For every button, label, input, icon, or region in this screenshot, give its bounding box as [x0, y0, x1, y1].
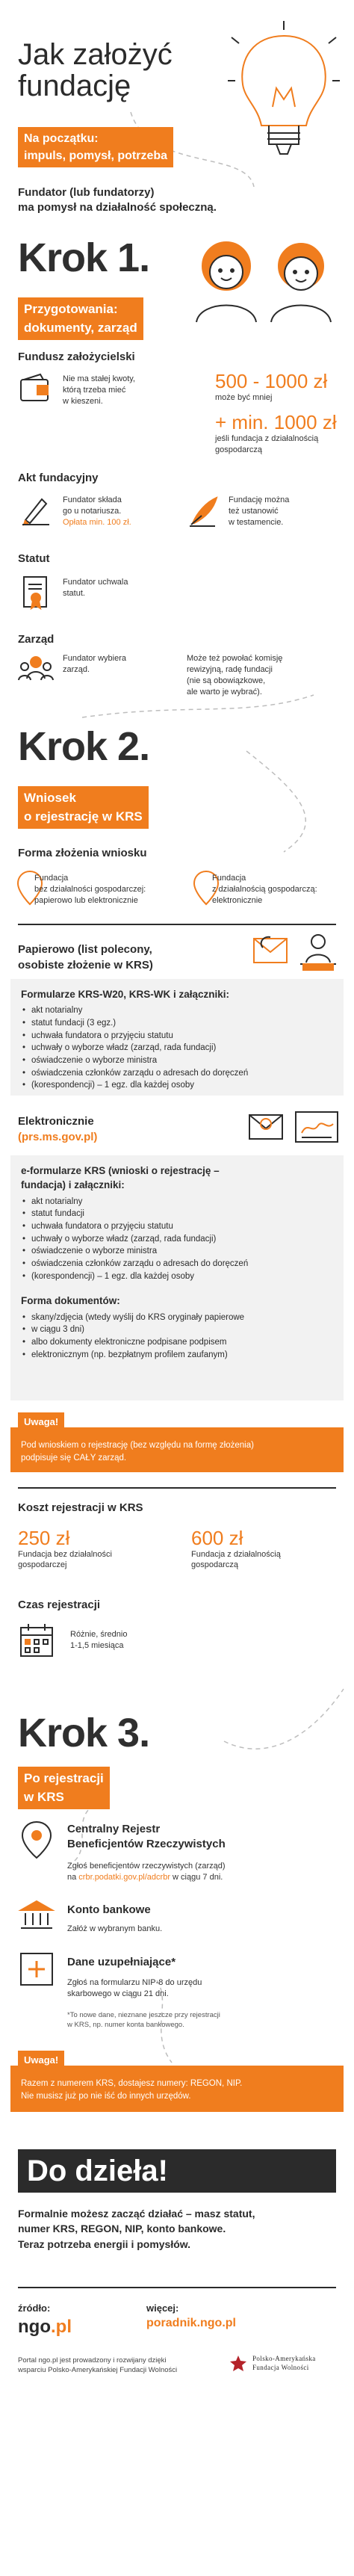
- warning-label-2: Uwaga!: [18, 2051, 64, 2071]
- list-item: • statut fundacji: [21, 1208, 333, 1220]
- elec-link[interactable]: (prs.ms.gov.pl): [18, 1131, 98, 1143]
- eagle-logo-icon: [229, 2354, 248, 2373]
- cost-1-note-line-1: Fundacja bez działalności: [18, 1549, 112, 1559]
- zarzad-text: [63, 653, 126, 676]
- partner-line-2: Fundacja Wolności: [252, 2364, 309, 2371]
- time-line-2: 1-1,5 miesiąca: [70, 1640, 124, 1650]
- credit-line-1: Portal ngo.pl jest prowadzony i rozwijany dzięki: [18, 2356, 167, 2365]
- list-item: • oświadczenie o wyborze ministra: [21, 1054, 333, 1067]
- cost-2-amount: 600 zł: [191, 1527, 243, 1549]
- founder-line-1: Fundator (lub fundatorzy): [18, 186, 155, 199]
- list-item: • statut fundacji (3 egz.): [21, 1017, 333, 1030]
- list-item: [21, 1270, 333, 1283]
- amount-2-note-line-1: jeśli fundacja z działalnością: [215, 434, 319, 444]
- partner-line-1: Polsko-Amerykańska: [252, 2355, 316, 2363]
- time-text: [70, 1629, 127, 1652]
- more-label: więcej:: [146, 2302, 179, 2314]
- akt-will-line-3: w testamencie.: [229, 517, 284, 527]
- warning-2-line-1: Razem z numerem KRS, dostajesz numery: REGON, NIP.: [21, 2079, 243, 2088]
- start-tag: [18, 127, 173, 167]
- footer-credit: [18, 2356, 177, 2376]
- list-item: • uchwała fundatora o przyjęciu statutu: [21, 1220, 333, 1233]
- statute-icon: [19, 574, 52, 611]
- zarzad-note-line-4: ale warto je wybrać).: [187, 687, 262, 696]
- dane-note-line-1: *To nowe dane, nieznane jeszcze przy rejestracji: [67, 2011, 220, 2019]
- cost-2-note-line-2: gospodarczą: [191, 1560, 238, 1570]
- forma-right-line-2: z działalnością gospodarczą:: [212, 884, 317, 894]
- warning-line-1: Pod wnioskiem o rejestrację (bez względu na formę złożenia): [21, 1441, 254, 1450]
- zarzad-title: Zarząd: [18, 633, 55, 646]
- warning-line-2: podpisuje się CAŁY zarząd.: [21, 1453, 127, 1462]
- akt-fee: Opłata min. 100 zł.: [63, 517, 131, 527]
- step-2-tag-line-2: o rejestrację w KRS: [24, 809, 143, 824]
- pen-icon: [19, 493, 52, 526]
- crbr-link[interactable]: crbr.podatki.gov.pl/adcrbr: [78, 1872, 170, 1882]
- fund-text-line-2: którą trzeba mieć: [63, 385, 126, 395]
- cost-1-note-line-2: gospodarczej: [18, 1560, 67, 1570]
- akt-text-line-1: Fundator składa: [63, 495, 122, 504]
- zarzad-note: [187, 653, 282, 697]
- divider: [18, 924, 336, 925]
- step-2-tag-line-1: Wniosek: [24, 791, 76, 805]
- dane-title: Dane uzupełniające*: [67, 1956, 176, 1968]
- forma-left-line-1: Fundacja: [34, 874, 69, 883]
- people-group-icon: [18, 652, 54, 685]
- forma-left: [34, 873, 146, 906]
- akt-text-line-2: go u notariusza.: [63, 506, 122, 516]
- footer-more: [146, 2302, 236, 2331]
- lightbulb-icon: [224, 21, 344, 163]
- cost-1-amount: 250 zł: [18, 1527, 70, 1549]
- forma-left-line-3: papierowo lub elektronicznie: [34, 895, 138, 905]
- list-item: [21, 1349, 333, 1362]
- elec-title-text: Elektronicznie: [18, 1115, 94, 1128]
- crbr-text-line-2: [67, 1872, 226, 1883]
- title-line-1: Jak założyć: [18, 38, 173, 71]
- list-item-continuation: elektronicznym (np. bezpłatnym profilem zaufanym): [31, 1350, 228, 1359]
- wallet-icon: [18, 372, 52, 407]
- fund-amounts: [215, 371, 337, 456]
- step-3-tag-line-2: w KRS: [24, 1789, 64, 1804]
- list-item-continuation: (korespondencji) – 1 egz. dla każdej osoby: [31, 1271, 194, 1281]
- zarzad-note-line-1: Może też powołać komisję: [187, 654, 283, 663]
- amount-1: 500 - 1000 zł: [215, 370, 328, 392]
- list-item: • uchwały o wyborze władz (zarząd, rada fundacji): [21, 1042, 333, 1054]
- divider: [18, 2287, 336, 2288]
- ngo-logo-suffix: .pl: [50, 2316, 72, 2337]
- zarzad-note-line-3: (nie są obowiązkowe,: [187, 676, 266, 685]
- amount-2-note-line-2: gospodarczą: [215, 445, 262, 454]
- fund-text-line-3: w kieszeni.: [63, 396, 103, 406]
- zarzad-text-line-1: Fundator wybiera: [63, 654, 126, 663]
- partner-name: [252, 2355, 316, 2372]
- title-line-2: fundację: [18, 70, 131, 102]
- partner-logo: [229, 2354, 316, 2373]
- plus-icon: [18, 1950, 55, 1988]
- quill-icon: [187, 493, 221, 528]
- more-link[interactable]: poradnik.ngo.pl: [146, 2316, 236, 2329]
- forma-title: Forma złożenia wniosku: [18, 847, 147, 859]
- source-label: źródło:: [18, 2302, 51, 2314]
- cost-1: [18, 1528, 112, 1571]
- elec-card-title: [21, 1164, 333, 1193]
- cost-2-note-line-1: Fundacja z działalnością: [191, 1549, 281, 1559]
- dane-note-line-2: w KRS, np. numer konta bankowego.: [67, 2021, 184, 2030]
- amount-1-note: może być mniej: [215, 392, 273, 402]
- list-item: • oświadczenia członków zarządu o adresach do doręczeń: [21, 1258, 333, 1270]
- divider: [18, 1487, 336, 1489]
- statut-text-line-2: statut.: [63, 588, 85, 598]
- crbr-text-suffix: w ciągu 7 dni.: [170, 1872, 223, 1882]
- docs-title: Forma dokumentów:: [21, 1295, 120, 1307]
- paper-docs-list: [21, 1004, 333, 1092]
- elec-card-title-line-1: e-formularze KRS (wnioski o rejestrację –: [21, 1165, 220, 1176]
- akt-will: [229, 495, 289, 528]
- paper-title-line-1: Papierowo (list polecony,: [18, 943, 152, 956]
- elec-title: [18, 1114, 97, 1145]
- email-icon: [246, 1106, 287, 1146]
- footer-source: [18, 2302, 72, 2339]
- list-item: • uchwała fundatora o przyjęciu statutu: [21, 1030, 333, 1043]
- warning-box: [10, 1427, 344, 1472]
- list-item: • akt notarialny: [21, 1004, 333, 1017]
- crbr-text: [67, 1861, 226, 1883]
- crbr-title-line-1: Centralny Rejestr: [67, 1823, 161, 1835]
- list-item: [21, 1323, 333, 1336]
- list-item-continuation: (korespondencji) – 1 egz. dla każdej osoby: [31, 1081, 194, 1090]
- step-2-heading: Krok 2.: [18, 724, 150, 769]
- cost-2: [191, 1528, 281, 1571]
- elec-card-title-line-2: fundacja) i załączniki:: [21, 1179, 125, 1190]
- step-3-tag: [18, 1767, 110, 1809]
- akt-will-line-2: też ustanowić: [229, 506, 279, 516]
- crbr-text-prefix: na: [67, 1872, 79, 1882]
- final-text-line-1: Formalnie możesz zacząć działać – masz statut,: [18, 2208, 255, 2220]
- list-item: • oświadczenia członków zarządu o adresach do doręczeń: [21, 1067, 333, 1080]
- final-text-line-3: Teraz potrzeba energii i pomysłów.: [18, 2237, 191, 2250]
- step-3-tag-line-1: Po rejestracji: [24, 1771, 104, 1785]
- ngo-logo[interactable]: [18, 2315, 72, 2339]
- bank-icon: [18, 1897, 55, 1934]
- dane-text: [67, 1977, 202, 2000]
- list-item: • oświadczenie o wyborze ministra: [21, 1245, 333, 1258]
- start-tag-line-2: impuls, pomysł, potrzeba: [24, 149, 168, 163]
- time-line-1: Różnie, średnio: [70, 1630, 128, 1639]
- ngo-logo-text: ngo: [18, 2316, 51, 2337]
- akt-text: [63, 495, 131, 528]
- founder-intro: [18, 185, 217, 216]
- statut-text-line-1: Fundator uchwala: [63, 578, 128, 587]
- list-item-continuation: w ciągu 3 dni): [31, 1325, 84, 1335]
- crbr-title-line-2: Beneficjentów Rzeczywistych: [67, 1838, 226, 1851]
- location-pin-icon-3: [18, 1819, 55, 1861]
- step-1-tag-line-1: Przygotowania:: [24, 302, 118, 316]
- paper-docs-card: [10, 979, 344, 1096]
- statut-text: [63, 577, 128, 599]
- docs-list: [21, 1312, 333, 1362]
- forma-right-line-3: elektronicznie: [212, 895, 263, 905]
- final-text-line-2: numer KRS, REGON, NIP, konto bankowe.: [18, 2223, 226, 2235]
- time-title: Czas rejestracji: [18, 1599, 101, 1611]
- akt-will-line-1: Fundację można: [229, 495, 290, 504]
- list-item: • skany/zdjęcia (wtedy wyślij do KRS oryginały papierowe: [21, 1312, 333, 1324]
- final-banner: Do dzieła!: [18, 2149, 336, 2193]
- warning-label: Uwaga!: [18, 1412, 64, 1433]
- fund-text: [63, 374, 135, 407]
- list-item: • albo dokumenty elektroniczne podpisane podpisem: [21, 1336, 333, 1349]
- elec-docs-card: [10, 1155, 344, 1400]
- forma-right-line-1: Fundacja: [212, 874, 246, 883]
- bank-title: Konto bankowe: [67, 1903, 151, 1916]
- list-item: • uchwały o wyborze władz (zarząd, rada fundacji): [21, 1233, 333, 1246]
- person-at-desk-icon: [296, 930, 341, 975]
- page-title: [18, 39, 173, 102]
- step-2-tag: [18, 786, 149, 829]
- step-1-tag: [18, 297, 143, 340]
- cost-title: Koszt rejestracji w KRS: [18, 1501, 143, 1514]
- zarzad-note-line-2: rewizyjną, radę fundacji: [187, 664, 273, 674]
- people-icon: [185, 229, 342, 326]
- credit-line-2: wsparciu Polsko-Amerykańskiej Fundacji Wolności: [18, 2366, 178, 2375]
- zarzad-text-line-2: zarząd.: [63, 664, 90, 674]
- dane-text-line-2: skarbowego w ciągu 21 dni.: [67, 1989, 169, 1998]
- fund-title: Fundusz założycielski: [18, 350, 135, 363]
- dane-text-line-1: Zgłoś na formularzu NIP-8 do urzędu: [67, 1978, 202, 1987]
- founder-line-2: ma pomysł na działalność społeczną.: [18, 201, 217, 214]
- statut-title: Statut: [18, 552, 50, 565]
- warning-2-line-2: Nie musisz już po nie iść do innych urzędów.: [21, 2091, 191, 2101]
- dane-note: [67, 2010, 220, 2030]
- paper-title: [18, 942, 153, 973]
- step-1-tag-line-2: dokumenty, zarząd: [24, 320, 137, 335]
- crbr-text-line-1: Zgłoś beneficjentów rzeczywistych (zarząd): [67, 1862, 226, 1871]
- step-3-heading: Krok 3.: [18, 1711, 150, 1755]
- paper-title-line-2: osobiste złożenie w KRS): [18, 959, 153, 972]
- fund-text-line-1: Nie ma stałej kwoty,: [63, 374, 135, 383]
- start-tag-line-1: Na początku:: [24, 132, 99, 145]
- crbr-title: [67, 1822, 226, 1853]
- akt-title: Akt fundacyjny: [18, 472, 99, 484]
- list-item: • akt notarialny: [21, 1196, 333, 1208]
- signature-icon: [293, 1105, 342, 1149]
- final-text: [18, 2206, 255, 2252]
- step-1-heading: Krok 1.: [18, 235, 150, 280]
- envelope-icon: [251, 930, 291, 970]
- paper-card-title: Formularze KRS-W20, KRS-WK i załączniki:: [21, 989, 230, 1000]
- forma-left-line-2: bez działalności gospodarczej:: [34, 884, 146, 894]
- elec-docs-list: [21, 1196, 333, 1283]
- amount-2: + min. 1000 zł: [215, 411, 337, 434]
- forma-right: [212, 873, 317, 906]
- warning-box-2: [10, 2066, 344, 2112]
- calendar-icon: [18, 1622, 55, 1659]
- bank-text: Załóż w wybranym banku.: [67, 1924, 163, 1933]
- list-item: [21, 1079, 333, 1092]
